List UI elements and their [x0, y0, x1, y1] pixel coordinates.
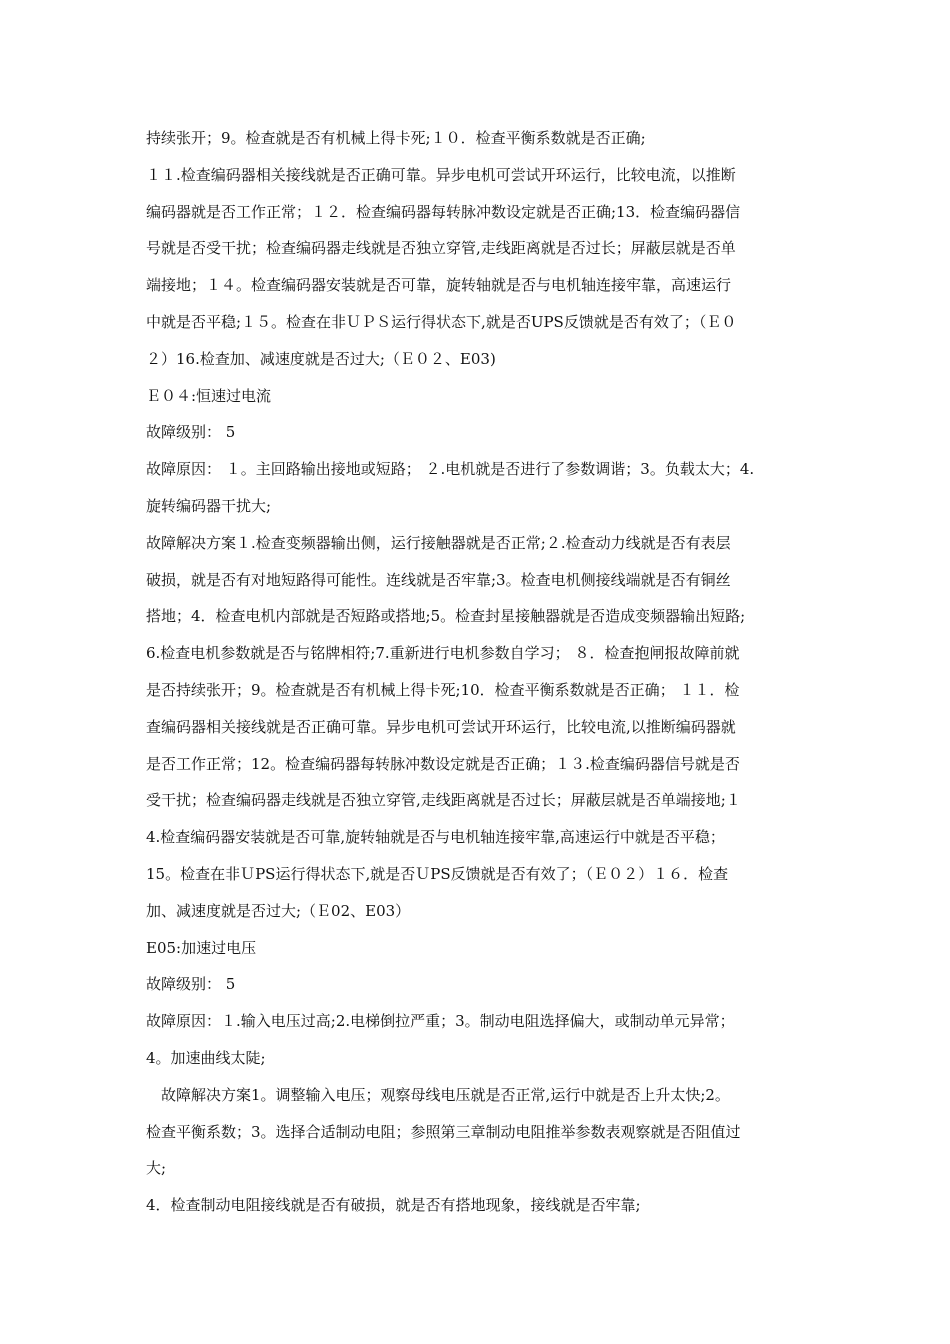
fault-cause: 故障原因：１.输入电压过高;2.电梯倒拉严重；3。制动电阻选择偏大，或制动单元异常； — [146, 1012, 735, 1031]
text-line: 受干扰；检查编码器走线就是否独立穿管,走线距离就是否过长；屏蔽层就是否单端接地;１ — [146, 791, 741, 810]
document-body — [146, 120, 810, 1224]
text-line: 15。检查在非ＵPS运行得状态下,就是否ＵPS反馈就是否有效了；（Ｅ０２）１６．检查 — [146, 864, 729, 883]
text-line: 4.检查编码器安装就是否可靠,旋转轴就是否与电机轴连接牢靠,高速运行中就是否平稳； — [146, 828, 725, 847]
text-line: １１.检查编码器相关接线就是否正确可靠。异步电机可尝试开环运行，比较电流，以推断 — [146, 165, 736, 184]
text-line: 编码器就是否工作正常；１２．检查编码器每转脉冲数设定就是否正确;13．检查编码器信 — [146, 202, 741, 221]
text-line: 加、减速度就是否过大;（Ｅ02、E03） — [146, 901, 411, 920]
text-line: 检查平衡系数；3。选择合适制动电阻；参照第三章制动电阻推举参数表观察就是否阻值过 — [146, 1122, 741, 1141]
fault-solution: 故障解决方案1。调整输入电压；观察母线电压就是否正常,运行中就是否上升太快;2。 — [161, 1085, 730, 1104]
text-line: 破损，就是否有对地短路得可能性。连线就是否牢靠;3。检查电机侧接线端就是否有铜丝 — [146, 570, 731, 589]
fault-code-heading: E05:加速过电压 — [146, 938, 257, 957]
text-line: 端接地；１４。检查编码器安装就是否可靠，旋转轴就是否与电机轴连接牢靠，高速运行 — [146, 276, 732, 295]
text-line: 是否持续张开；9。检查就是否有机械上得卡死;10．检查平衡系数就是否正确； １１．检 — [146, 680, 740, 699]
text-line: 旋转编码器干扰大; — [146, 496, 272, 515]
fault-level: 故障级别： 5 — [146, 975, 236, 994]
text-line: 中就是否平稳;１５。检查在非ＵＰＳ运行得状态下,就是否UPS反馈就是否有效了；（Ｅ０ — [146, 312, 737, 331]
text-line: 查编码器相关接线就是否正确可靠。异步电机可尝试开环运行，比较电流,以推断编码器就 — [146, 717, 736, 736]
fault-code-heading: Ｅ０４:恒速过电流 — [146, 386, 272, 405]
fault-level: 故障级别： 5 — [146, 423, 236, 442]
text-line: 4．检查制动电阻接线就是否有破损，就是否有搭地现象，接线就是否牢靠; — [146, 1196, 641, 1215]
text-line: ２）16.检查加、减速度就是否过大;（Ｅ０２、E03) — [146, 349, 496, 368]
text-line: 搭地；4．检查电机内部就是否短路或搭地;5。检查封星接触器就是否造成变频器输出短路; — [146, 607, 746, 626]
text-line: 是否工作正常；12。检查编码器每转脉冲数设定就是否正确；１３.检查编码器信号就是否 — [146, 754, 740, 773]
fault-solution: 故障解决方案１.检查变频器输出侧，运行接触器就是否正常;２.检查动力线就是否有表层 — [146, 533, 731, 552]
fault-cause: 故障原因： １。主回路输出接地或短路； ２.电机就是否进行了参数调谐；3。负载太大；4. — [146, 460, 755, 479]
text-line: 6.检查电机参数就是否与铭牌相符;7.重新进行电机参数自学习； ８．检查抱闸报故障前就 — [146, 644, 740, 663]
text-line: 大; — [146, 1159, 167, 1178]
text-line: 持续张开；9。检查就是否有机械上得卡死;１０．检查平衡系数就是否正确; — [146, 129, 646, 147]
text-line: 号就是否受干扰；检查编码器走线就是否独立穿管,走线距离就是否过长；屏蔽层就是否单 — [146, 239, 736, 258]
text-line: 4。加速曲线太陡; — [146, 1048, 266, 1067]
